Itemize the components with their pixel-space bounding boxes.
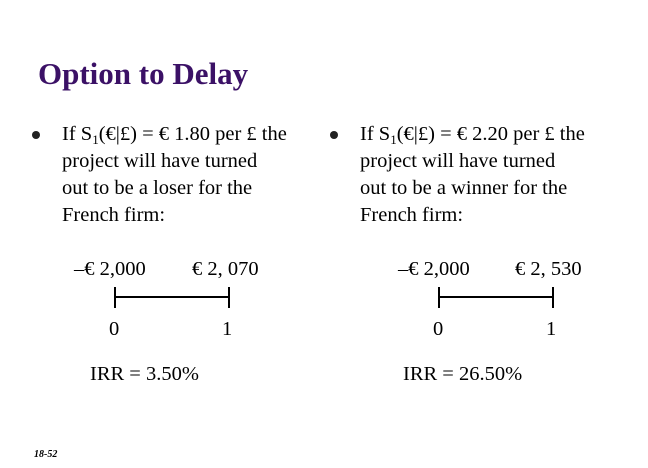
right-time-0: 0 <box>433 318 444 340</box>
left-cashflow-0: –€ 2,000 <box>74 258 146 280</box>
right-timeline <box>438 296 554 298</box>
right-bullet-line3: out to be a winner for the <box>360 177 568 199</box>
right-bullet-line4: French firm: <box>360 204 464 226</box>
left-timeline <box>114 296 230 298</box>
left-cashflow-1: € 2, 070 <box>192 258 259 280</box>
right-subscript: 1 <box>390 132 397 147</box>
left-subscript: 1 <box>92 132 99 147</box>
right-cashflow-0: –€ 2,000 <box>398 258 470 280</box>
left-prefix: If S <box>62 123 93 145</box>
right-tick-1 <box>552 287 554 308</box>
right-bullet-line1 <box>360 121 585 148</box>
left-irr: IRR = 3.50% <box>90 363 199 385</box>
right-bullet-line2: project will have turned <box>360 150 556 172</box>
left-bullet-line1 <box>62 121 287 148</box>
left-suffix: (€|£) = € 1.80 per £ the <box>98 123 287 145</box>
left-time-1: 1 <box>222 318 233 340</box>
left-time-0: 0 <box>109 318 120 340</box>
slide-number: 18-52 <box>34 449 58 460</box>
left-bullet-line2: project will have turned <box>62 150 258 172</box>
right-cashflow-1: € 2, 530 <box>515 258 582 280</box>
right-suffix: (€|£) = € 2.20 per £ the <box>396 123 585 145</box>
right-irr: IRR = 26.50% <box>403 363 523 385</box>
bullet-dot <box>330 131 338 139</box>
right-prefix: If S <box>360 123 391 145</box>
bullet-dot <box>32 131 40 139</box>
left-bullet-line4: French firm: <box>62 204 166 226</box>
left-tick-1 <box>228 287 230 308</box>
slide-title: Option to Delay <box>38 56 249 91</box>
right-time-1: 1 <box>546 318 557 340</box>
left-bullet-line3: out to be a loser for the <box>62 177 253 199</box>
